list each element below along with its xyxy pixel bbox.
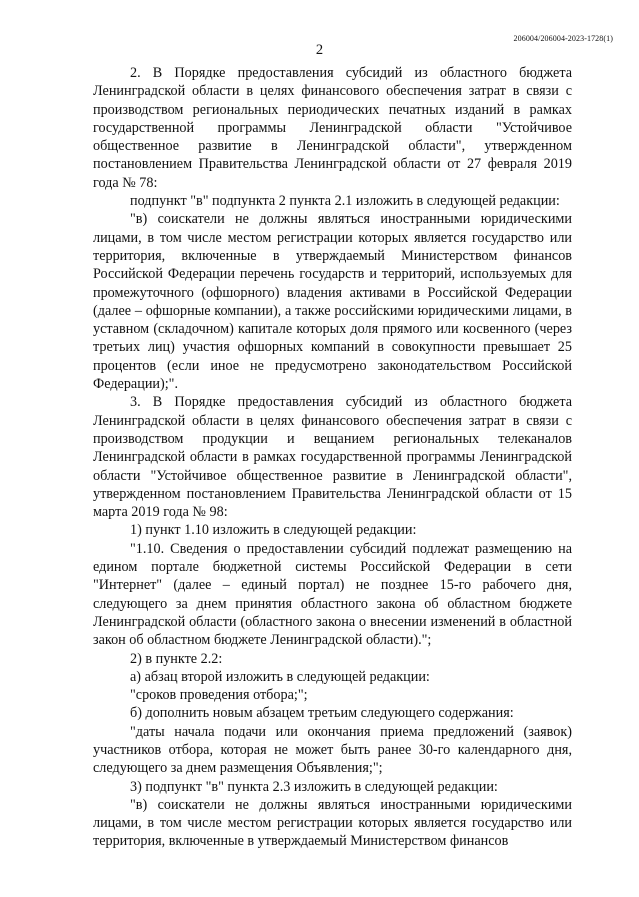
paragraph-item-2b: б) дополнить новым абзацем третьим следующего содержания: [130, 705, 514, 722]
paragraph-quote-2b: "даты начала подачи или окончания приема предложений (заявок) участников отбора, которая не может быть ранее 30-го календарного дня, следующего за днем размещения Объявления;"; [93, 723, 572, 777]
paragraph-subitem-v: подпункт "в" подпункта 2 пункта 2.1 изложить в следующей редакции: [130, 193, 560, 210]
paragraph-item-3: 3) подпункт "в" пункта 2.3 изложить в следующей редакции: [130, 778, 498, 795]
paragraph-quote-3: "в) соискатели не должны являться иностранными юридическими лицами, в том числе местом регистрации которых является государство или территория, включенные в утверждаемый Министерством финансов [93, 796, 572, 850]
paragraph-item-1: 1) пункт 1.10 изложить в следующей редакции: [130, 522, 417, 539]
paragraph-quote-2a: "сроков проведения отбора;"; [130, 687, 308, 704]
document-body [93, 64, 572, 851]
document-number: 206004/206004-2023-1728(1) [513, 34, 613, 43]
page-number: 2 [315, 42, 324, 58]
paragraph-item-2a: а) абзац второй изложить в следующей редакции: [130, 668, 430, 685]
paragraph-quote-v: "в) соискатели не должны являться иностранными юридическими лицами, в том числе местом регистрации которых является государство или территория, включенные в утверждаемый Министерством финансов Российской Федерации перечень государств и территорий, используемых для промежуточного (офшорного) владения активами в Российской Федерации (далее – офшорные компании), а также российскими юридическими лицами, в уставном (складочном) капитале которых доля прямого или косвенного (через третьих лиц) участия офшорных компаний в совокупности превышает 25 процентов (если иное не предусмотрено законодательством Российской Федерации);". [93, 211, 572, 393]
paragraph-section-2: 2. В Порядке предоставления субсидий из областного бюджета Ленинградской области в целях финансового обеспечения затрат в связи с производством региональных периодических печатных изданий в рамках государственной программы Ленинградской области "Устойчивое общественное развитие в Ленинградской области", утвержденном постановлением Правительства Ленинградской области от 27 февраля 2019 года № 78: [93, 65, 572, 191]
paragraph-section-3: 3. В Порядке предоставления субсидий из областного бюджета Ленинградской области в целях финансового обеспечения затрат в связи с производством продукции и вещанием региональных телеканалов Ленинградской области в рамках государственной программы Ленинградской области "Устойчивое общественное развитие в Ленинградской области", утвержденном постановлением Правительства Ленинградской области от 15 марта 2019 года № 98: [93, 394, 572, 521]
paragraph-quote-1-10: "1.10. Сведения о предоставлении субсидий подлежат размещению на едином портале бюджетной системы Российской Федерации в сети "Интернет" (далее – единый портал) не позднее 15-го рабочего дня, следующего за днем принятия областного закона об областном бюджете Ленинградской области (областного закона о внесении изменений в областной закон об областном бюджете Ленинградской области)."; [93, 540, 572, 649]
paragraph-item-2: 2) в пункте 2.2: [130, 650, 223, 667]
